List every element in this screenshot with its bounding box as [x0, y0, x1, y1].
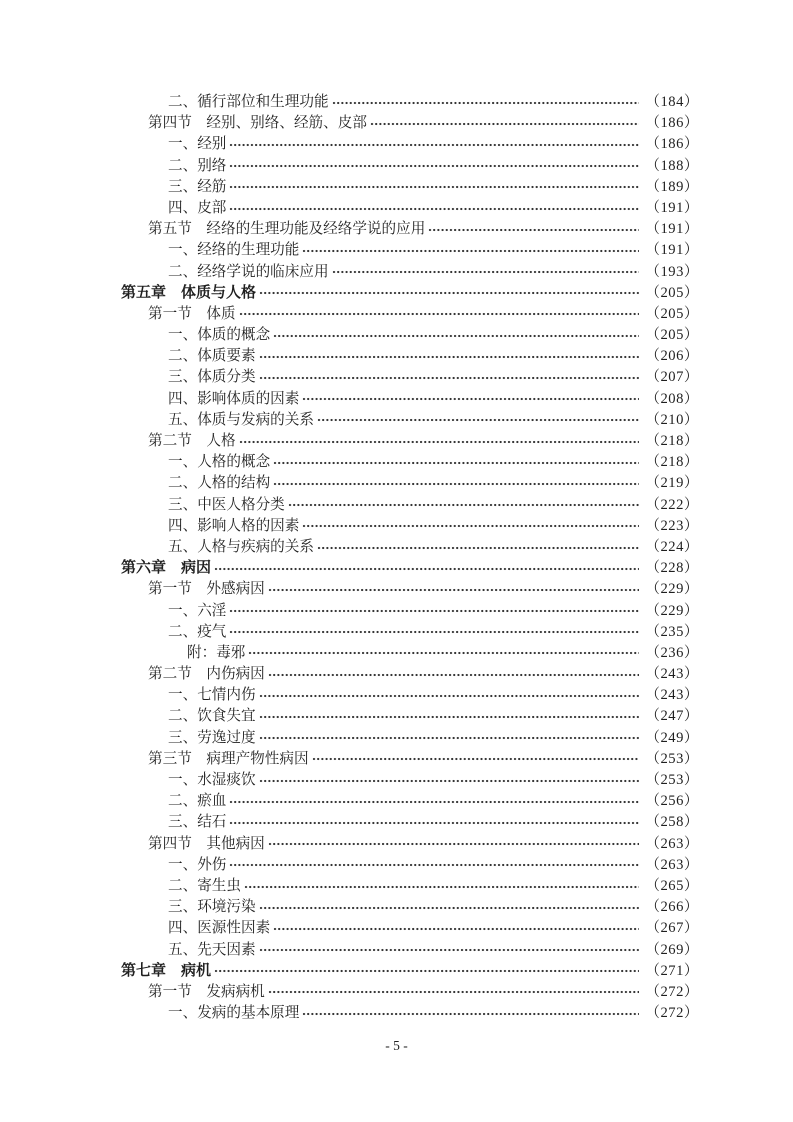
toc-entry-page-number: （205）: [645, 305, 699, 322]
leader-dots: [268, 672, 640, 678]
leader-dots: [273, 481, 639, 487]
leader-dots: [428, 227, 639, 233]
toc-entry-item: [121, 897, 699, 918]
toc-entry-item: [121, 940, 699, 961]
toc-entry-page-number: （193）: [645, 263, 699, 280]
toc-entry-page-number: （224）: [645, 538, 699, 555]
toc-entry-label: 三、体质分类: [168, 369, 256, 386]
toc-entry-label: 五、体质与发病的关系: [168, 411, 314, 428]
toc-entry-label: 四、医源性因素: [168, 920, 271, 937]
toc-entry-page-number: （205）: [645, 327, 699, 344]
toc-entry-section: [121, 834, 699, 855]
leader-dots: [273, 333, 639, 339]
toc-entry-label: 第五章 体质与人格: [121, 284, 257, 301]
toc-entry-item: [121, 346, 699, 367]
toc-entry-page-number: （249）: [645, 729, 699, 746]
leader-dots: [229, 862, 639, 868]
leader-dots: [332, 100, 640, 106]
toc-entry-page-number: （206）: [645, 348, 699, 365]
toc-entry-page-number: （253）: [645, 772, 699, 788]
toc-entry-section: [121, 431, 699, 452]
toc-entry-item: [121, 791, 699, 812]
toc-entry-item: [121, 156, 699, 177]
toc-entry-page-number: （222）: [645, 496, 699, 513]
toc-entry-label: 二、疫气: [168, 623, 227, 640]
toc-entry-label: 三、经筋: [168, 178, 227, 195]
leader-dots: [229, 799, 639, 805]
toc-entry-page-number: （258）: [645, 814, 699, 831]
toc-entry-item: [121, 855, 699, 876]
leader-dots: [259, 714, 640, 720]
toc-entry-item: [121, 325, 699, 346]
toc-entry-label: 二、别络: [168, 157, 227, 174]
leader-dots: [268, 989, 640, 995]
toc-entry-label: 五、先天因素: [168, 941, 256, 958]
toc-entry-page-number: （184）: [645, 94, 699, 110]
toc-entry-page-number: （272）: [645, 1005, 699, 1022]
toc-entry-page-number: （263）: [645, 835, 699, 852]
toc-entry-section: [121, 304, 699, 325]
leader-dots: [229, 184, 639, 190]
toc-entry-item: [121, 410, 699, 431]
toc-entry-page-number: （191）: [645, 242, 699, 259]
toc-entry-chapter: [121, 961, 699, 982]
toc-entry-page-number: （265）: [645, 877, 699, 894]
toc-entry-page-number: （266）: [645, 899, 699, 916]
toc-entry-page-number: （208）: [645, 390, 699, 407]
toc-entry-section: [121, 113, 699, 134]
toc-entry-attachment: [121, 643, 699, 664]
leader-dots: [229, 629, 639, 635]
toc-entry-label: 第一节 外感病因: [148, 581, 265, 598]
toc-entry-item: [121, 240, 699, 261]
toc-entry-page-number: （210）: [645, 411, 699, 428]
leader-dots: [229, 142, 639, 148]
toc-entry-page-number: （243）: [645, 666, 699, 683]
toc-entry-label: 二、循行部位和生理功能: [168, 94, 329, 110]
toc-entry-item: [121, 876, 699, 897]
toc-entry-page-number: （218）: [645, 454, 699, 471]
toc-entry-label: 二、经络学说的临床应用: [168, 263, 329, 280]
toc-entry-item: [121, 601, 699, 622]
toc-entry-label: 四、影响体质的因素: [168, 390, 300, 407]
toc-entry-label: 四、影响人格的因素: [168, 517, 300, 534]
footer-page-number: - 5 -: [385, 1038, 408, 1053]
leader-dots: [239, 439, 640, 445]
leader-dots: [288, 502, 640, 508]
toc-entry-page-number: （188）: [645, 157, 699, 174]
toc-entry-chapter: [121, 558, 699, 579]
table-of-contents: [121, 92, 699, 1024]
toc-entry-page-number: （263）: [645, 856, 699, 873]
toc-entry-item: [121, 812, 699, 833]
leader-dots: [302, 396, 639, 402]
leader-dots: [317, 417, 639, 423]
toc-entry-label: 第七章 病机: [121, 962, 212, 979]
toc-entry-page-number: （272）: [645, 983, 699, 1000]
leader-dots: [259, 778, 640, 784]
toc-entry-label: 一、外伤: [168, 856, 227, 873]
toc-entry-page-number: （186）: [645, 115, 699, 132]
toc-entry-item: [121, 198, 699, 219]
toc-entry-label: 二、寄生虫: [168, 877, 241, 894]
toc-entry-page-number: （207）: [645, 369, 699, 386]
toc-entry-label: 第五节 经络的生理功能及经络学说的应用: [148, 221, 426, 238]
toc-entry-page-number: （229）: [645, 581, 699, 598]
leader-dots: [214, 566, 639, 572]
leader-dots: [273, 460, 639, 466]
toc-entry-item: [121, 177, 699, 198]
toc-entry-page-number: （189）: [645, 178, 699, 195]
leader-dots: [229, 608, 639, 614]
toc-entry-label: 一、人格的概念: [168, 454, 271, 471]
toc-entry-label: 三、环境污染: [168, 899, 256, 916]
toc-entry-page-number: （191）: [645, 199, 699, 216]
leader-dots: [273, 926, 639, 932]
leader-dots: [332, 269, 640, 275]
toc-entry-item: [121, 918, 699, 939]
toc-entry-page-number: （205）: [645, 284, 699, 301]
leader-dots: [259, 693, 640, 699]
toc-entry-page-number: （219）: [645, 475, 699, 492]
toc-entry-page-number: （256）: [645, 793, 699, 810]
toc-entry-page-number: （235）: [645, 623, 699, 640]
leader-dots: [268, 587, 640, 593]
toc-entry-item: [121, 1003, 699, 1024]
toc-entry-page-number: （243）: [645, 687, 699, 704]
leader-dots: [268, 841, 640, 847]
toc-entry-label: 一、体质的概念: [168, 327, 271, 344]
toc-entry-page-number: （191）: [645, 221, 699, 238]
leader-dots: [370, 121, 639, 127]
toc-entry-item: [121, 389, 699, 410]
toc-entry-label: 三、中医人格分类: [168, 496, 285, 513]
toc-entry-page-number: （218）: [645, 433, 699, 449]
leader-dots: [248, 650, 639, 656]
toc-entry-item: [121, 367, 699, 388]
toc-entry-item: [121, 537, 699, 558]
toc-entry-label: 一、水湿痰饮: [168, 772, 256, 788]
toc-entry-label: 五、人格与疾病的关系: [168, 538, 314, 555]
leader-dots: [244, 884, 639, 890]
toc-entry-page-number: （271）: [645, 962, 699, 979]
toc-entry-page-number: （223）: [645, 517, 699, 534]
toc-entry-section: [121, 219, 699, 240]
toc-entry-item: [121, 516, 699, 537]
toc-entry-section: [121, 982, 699, 1003]
leader-dots: [302, 1011, 639, 1017]
toc-entry-label: 二、饮食失宜: [168, 708, 256, 725]
toc-entry-item: [121, 92, 699, 113]
toc-entry-page-number: （228）: [645, 560, 699, 577]
toc-entry-label: 一、发病的基本原理: [168, 1005, 300, 1022]
toc-entry-page-number: （186）: [645, 136, 699, 153]
toc-entry-label: 二、人格的结构: [168, 475, 271, 492]
leader-dots: [317, 545, 639, 551]
toc-entry-page-number: （229）: [645, 602, 699, 619]
leader-dots: [259, 905, 640, 911]
toc-entry-item: [121, 622, 699, 643]
toc-entry-item: [121, 685, 699, 706]
toc-entry-label: 四、皮部: [168, 199, 227, 216]
toc-entry-item: [121, 495, 699, 516]
toc-entry-item: [121, 473, 699, 494]
toc-entry-page-number: （236）: [645, 644, 699, 661]
leader-dots: [302, 523, 639, 529]
leader-dots: [259, 354, 640, 360]
leader-dots: [239, 311, 640, 317]
toc-entry-label: 一、七情内伤: [168, 687, 256, 704]
toc-entry-item: [121, 134, 699, 155]
toc-entry-label: 三、劳逸过度: [168, 729, 256, 746]
leader-dots: [312, 756, 640, 762]
leader-dots: [229, 820, 639, 826]
leader-dots: [259, 947, 640, 953]
toc-entry-label: 第三节 病理产物性病因: [148, 750, 309, 767]
toc-entry-section: [121, 579, 699, 600]
toc-entry-label: 第六章 病因: [121, 560, 212, 577]
toc-entry-label: 第四节 其他病因: [148, 835, 265, 852]
toc-entry-page-number: （267）: [645, 920, 699, 937]
toc-entry-item: [121, 452, 699, 473]
toc-entry-label: 一、经络的生理功能: [168, 242, 300, 259]
toc-entry-item: [121, 770, 699, 791]
toc-entry-item: [121, 262, 699, 283]
toc-entry-label: 三、结石: [168, 814, 227, 831]
toc-entry-section: [121, 664, 699, 685]
toc-entry-label: 第二节 内伤病因: [148, 666, 265, 683]
leader-dots: [259, 375, 640, 381]
toc-entry-label: 二、体质要素: [168, 348, 256, 365]
toc-entry-label: 一、六淫: [168, 602, 227, 619]
leader-dots: [229, 163, 639, 169]
toc-entry-item: [121, 706, 699, 727]
toc-entry-chapter: [121, 283, 699, 304]
toc-entry-page-number: （253）: [645, 750, 699, 767]
toc-entry-label: 一、经别: [168, 136, 227, 153]
toc-entry-label: 第四节 经别、别络、经筋、皮部: [148, 115, 367, 132]
leader-dots: [259, 290, 639, 296]
leader-dots: [259, 735, 640, 741]
leader-dots: [214, 968, 639, 974]
page-footer: [0, 1038, 793, 1054]
toc-entry-page-number: （269）: [645, 941, 699, 958]
toc-entry-label: 第一节 发病病机: [148, 983, 265, 1000]
toc-entry-label: 第一节 体质: [148, 305, 236, 322]
toc-entry-section: [121, 749, 699, 770]
toc-entry-item: [121, 728, 699, 749]
leader-dots: [302, 248, 639, 254]
toc-entry-label: 附：毒邪: [187, 644, 246, 661]
toc-entry-label: 第二节 人格: [148, 433, 236, 449]
toc-entry-page-number: （247）: [645, 708, 699, 725]
toc-entry-label: 二、瘀血: [168, 793, 227, 810]
leader-dots: [229, 206, 639, 212]
